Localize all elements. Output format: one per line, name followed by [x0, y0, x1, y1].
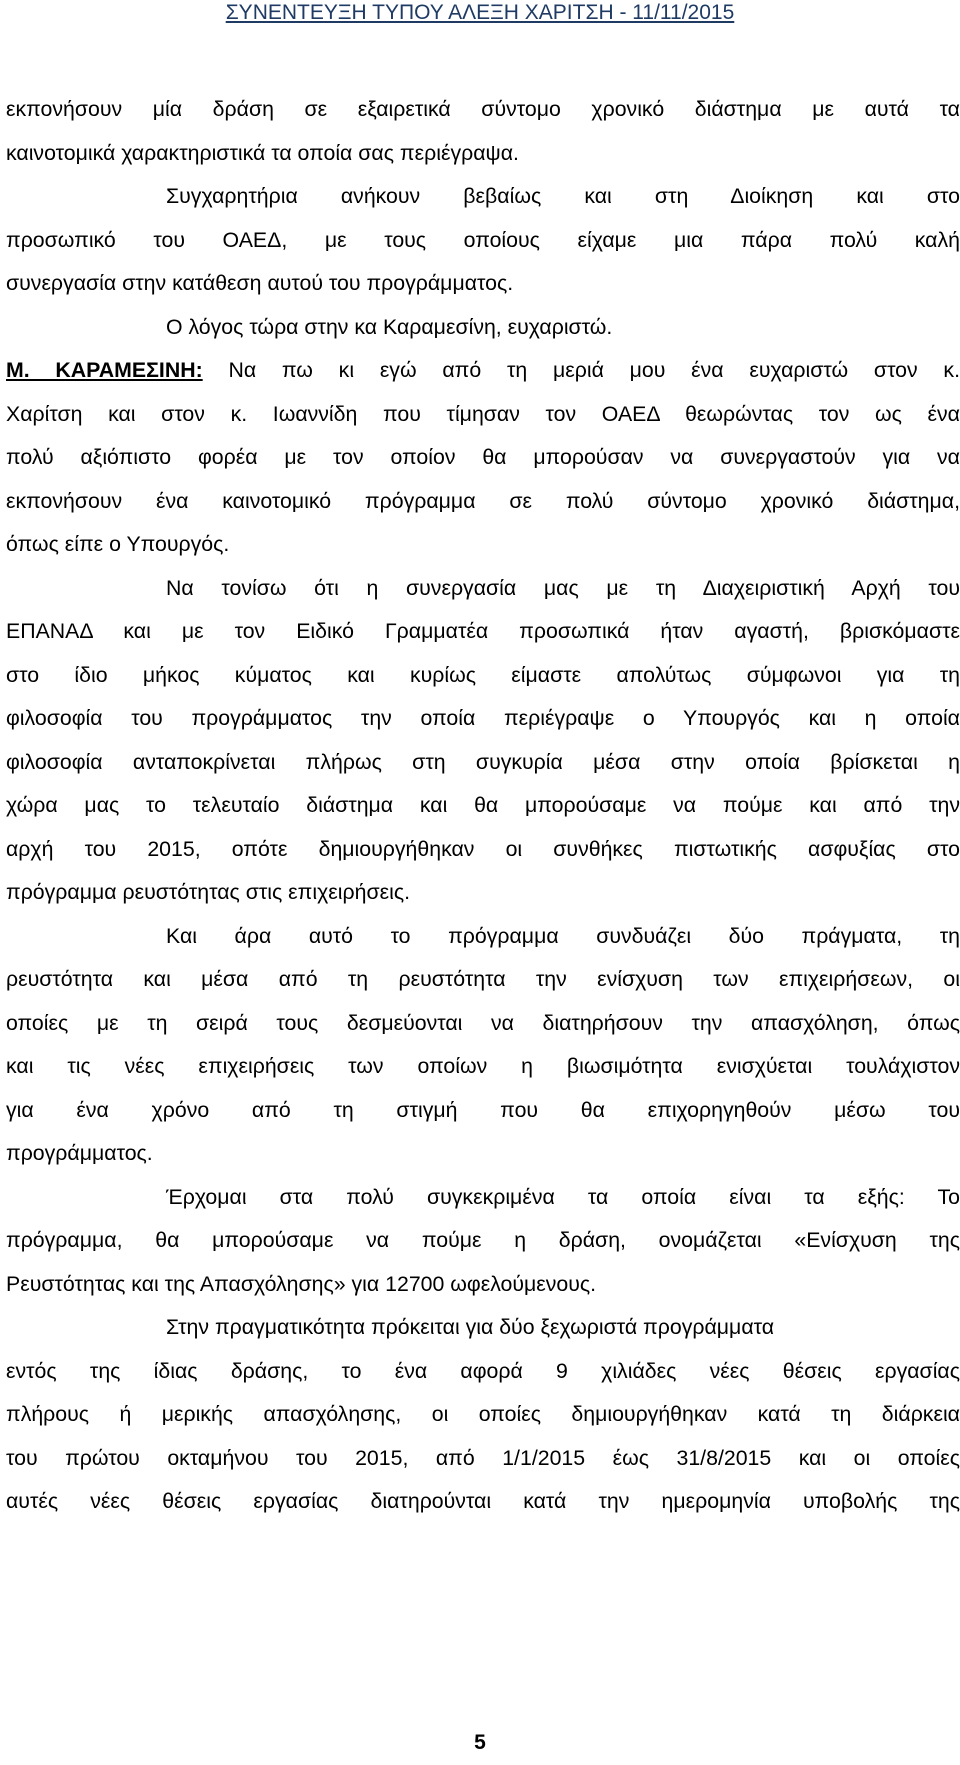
text-line: Ρευστότητας και της Απασχόλησης» για 12700 ωφελούμενους.	[6, 1271, 597, 1296]
text-line: καινοτομικά χαρακτηριστικά τα οποία σας περιέγραψα.	[6, 140, 519, 165]
text-line: πλήρους ή μερικής απασχόλησης, οι οποίες δημιουργήθηκαν κατά τη διάρκεια	[6, 1402, 960, 1426]
text-line: για ένα χρόνο από τη στιγμή που θα επιχορηγηθούν μέσω του	[6, 1097, 960, 1122]
text-line: οποίες με τη σειρά τους δεσμεύονται να διατηρήσουν την απασχόληση, όπως	[6, 1010, 960, 1035]
text-line: πρόγραμμα, θα μπορούσαμε να πούμε η δράση, ονομάζεται «Ενίσχυση της	[6, 1228, 960, 1252]
paragraph-start-line: Έρχομαι στα πολύ συγκεκριμένα τα οποία είναι τα εξής: Το	[166, 1184, 960, 1209]
paragraph-start-line: Και άρα αυτό το πρόγραμμα συνδυάζει δύο πράγματα, τη	[166, 923, 960, 948]
text-line: ΕΠΑΝΑΔ και με τον Ειδικό Γραμματέα προσωπικά ήταν αγαστή, βρισκόμαστε	[6, 619, 960, 643]
text-line: και τις νέες επιχειρήσεις των οποίων η βιωσιμότητα ενισχύεται τουλάχιστον	[6, 1054, 960, 1078]
paragraph-start-line: Στην πραγματικότητα πρόκειται για δύο ξεχωριστά προγράμματα	[166, 1315, 775, 1339]
speaker-line	[6, 349, 960, 393]
document-body	[6, 88, 960, 1524]
text-line: προσωπικό του ΟΑΕΔ, με τους οποίους είχαμε μια πάρα πολύ καλή	[6, 227, 960, 252]
text-line: φιλοσοφία του προγράμματος την οποία περιέγραψε ο Υπουργός και η οποία	[6, 706, 960, 730]
text-line: πολύ αξιόπιστο φορέα με τον οποίον θα μπορούσαν να συνεργαστούν για να	[6, 445, 960, 469]
text-line: Χαρίτση και στον κ. Ιωαννίδη που τίμησαν τον ΟΑΕΔ θεωρώντας τον ως ένα	[6, 401, 960, 426]
text-line: του πρώτου οκταμήνου του 2015, από 1/1/2015 έως 31/8/2015 και οι οποίες	[6, 1445, 960, 1470]
text-line: εκπονήσουν ένα καινοτομικό πρόγραμμα σε πολύ σύντομο χρονικό διάστημα,	[6, 488, 960, 513]
speaker-name: Μ. ΚΑΡΑΜΕΣΙΝΗ:	[6, 358, 203, 382]
text-line: εκπονήσουν μία δράση σε εξαιρετικά σύντομο χρονικό διάστημα με αυτά τα	[6, 97, 960, 121]
speaker-text: Να πω κι εγώ από τη μεριά μου ένα ευχαριστώ στον κ.	[228, 358, 960, 382]
text-line: εντός της ίδιας δράσης, το ένα αφορά 9 χιλιάδες νέες θέσεις εργασίας	[6, 1358, 960, 1383]
text-line: στο ίδιο μήκος κύματος και κυρίως είμαστε απολύτως σύμφωνοι για τη	[6, 662, 960, 687]
text-line: ρευστότητα και μέσα από τη ρευστότητα την ενίσχυση των επιχειρήσεων, οι	[6, 967, 960, 991]
text-line: φιλοσοφία ανταποκρίνεται πλήρως στη συγκυρία μέσα στην οποία βρίσκεται η	[6, 749, 960, 774]
page-header-title: ΣΥΝΕΝΤΕΥΞΗ ΤΥΠΟΥ ΑΛΕΞΗ ΧΑΡΙΤΣΗ - 11/11/2015	[225, 1, 735, 24]
page-number: 5	[474, 1731, 486, 1754]
text-line: αρχή του 2015, οπότε δημιουργήθηκαν οι συνθήκες πιστωτικής ασφυξίας στο	[6, 836, 960, 861]
text-line: αυτές νέες θέσεις εργασίας διατηρούνται κατά την ημερομηνία υποβολής της	[6, 1489, 960, 1513]
text-line: χώρα μας το τελευταίο διάστημα και θα μπορούσαμε να πούμε και από την	[6, 793, 960, 817]
text-line: προγράμματος.	[6, 1141, 153, 1165]
text-line: πρόγραμμα ρευστότητας στις επιχειρήσεις.	[6, 880, 411, 904]
text-line: όπως είπε ο Υπουργός.	[6, 532, 230, 556]
text-line: συνεργασία στην κατάθεση αυτού του προγράμματος.	[6, 271, 514, 295]
paragraph-start-line: Ο λόγος τώρα στην κα Καραμεσίνη, ευχαριστώ.	[166, 314, 613, 339]
paragraph-start-line: Συγχαρητήρια ανήκουν βεβαίως και στη Διοίκηση και στο	[166, 184, 960, 208]
paragraph-start-line: Να τονίσω ότι η συνεργασία μας με τη Διαχειριστική Αρχή του	[166, 575, 960, 600]
